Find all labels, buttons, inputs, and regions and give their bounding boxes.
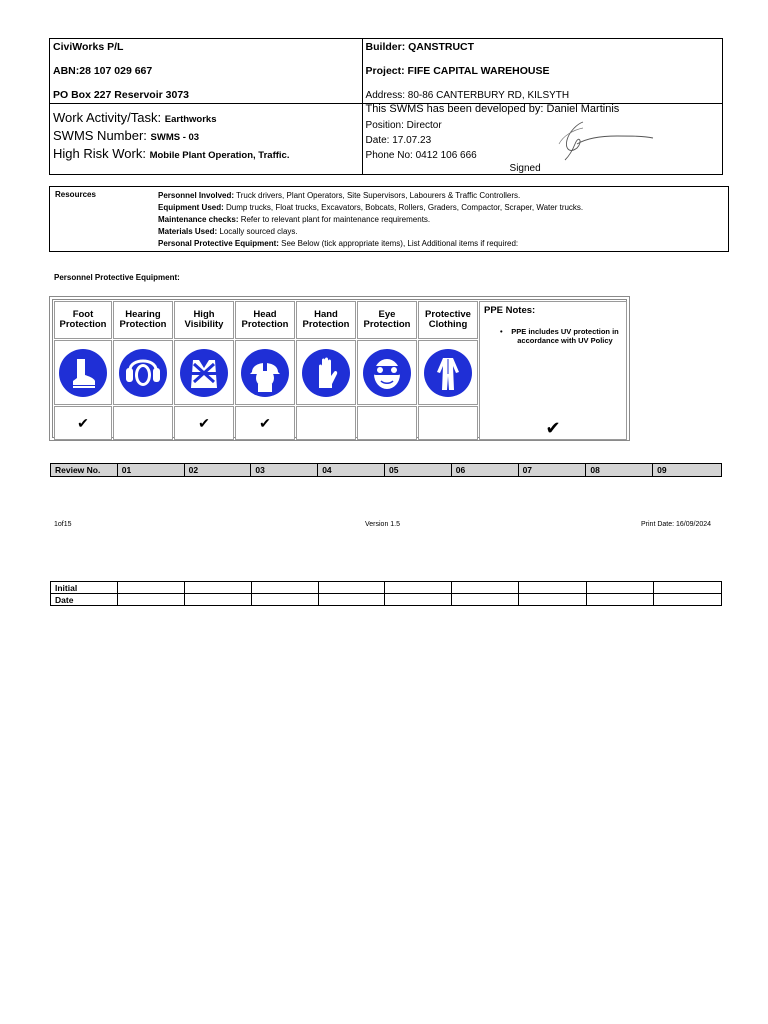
ppe-notes-tick: ✔ [545, 418, 561, 438]
review-number: 04 [318, 464, 385, 476]
initial-cell[interactable] [587, 582, 654, 594]
developer-cell [362, 104, 722, 175]
po-box: PO Box 227 Reservoir 3073 [53, 89, 189, 101]
hrw-label: High Risk Work: [53, 146, 146, 161]
review-number: 01 [118, 464, 185, 476]
ppe-label-eye: Eye Protection [357, 301, 417, 339]
ppe-tick-clothing [418, 406, 478, 440]
header-table [49, 38, 723, 175]
ppe-label-head: Head Protection [235, 301, 295, 339]
ppe-label-foot: Foot Protection [54, 301, 112, 339]
date-cell[interactable] [318, 594, 385, 606]
date-cell[interactable] [117, 594, 184, 606]
ppe-tick-foot: ✔ [54, 406, 112, 440]
overalls-icon [423, 348, 473, 398]
review-number: 07 [519, 464, 587, 476]
swms-value: SWMS - 03 [150, 132, 200, 143]
initial-cell[interactable] [318, 582, 385, 594]
signature-icon [547, 114, 657, 164]
initial-cell[interactable] [452, 582, 519, 594]
date-cell[interactable] [519, 594, 587, 606]
ppe-label-high-vis: High Visibility [174, 301, 234, 339]
project: Project: FIFE CAPITAL WAREHOUSE [365, 65, 550, 77]
date-cell[interactable] [452, 594, 519, 606]
date-label: Date [51, 594, 118, 606]
resources-line-personnel: Personnel Involved: Truck drivers, Plant Operators, Site Supervisors, Labourers & Traffic Controllers. [158, 191, 521, 200]
review-number: 02 [185, 464, 252, 476]
work-activity-label: Work Activity/Task: [53, 110, 162, 125]
initial-cell[interactable] [654, 582, 722, 594]
goggles-icon [362, 348, 412, 398]
ppe-icon-cell-hand [296, 340, 356, 405]
ppe-table [49, 296, 630, 441]
initial-row [51, 582, 722, 594]
review-number: 06 [452, 464, 519, 476]
work-activity [53, 110, 217, 125]
ppe-tick-eye [357, 406, 417, 440]
initial-cell[interactable] [519, 582, 587, 594]
initial-cell[interactable] [385, 582, 452, 594]
date-row [51, 594, 722, 606]
review-number: 05 [385, 464, 452, 476]
initial-cell[interactable] [251, 582, 318, 594]
resources-line-equipment: Equipment Used: Dump trucks, Float trucks, Excavators, Bobcats, Rollers, Graders, Compactor, Scraper, Water trucks. [158, 203, 584, 212]
footer-version: Version 1.5 [365, 521, 401, 528]
company-cell [50, 39, 363, 104]
review-number: 03 [251, 464, 318, 476]
date-cell[interactable] [587, 594, 654, 606]
work-cell [50, 104, 363, 175]
phone: Phone No: 0412 106 666 [365, 150, 477, 161]
review-number: 08 [586, 464, 653, 476]
date-cell[interactable] [251, 594, 318, 606]
ppe-label-hand: Hand Protection [296, 301, 356, 339]
hard-hat-icon [240, 348, 290, 398]
date: Date: 17.07.23 [365, 135, 432, 146]
review-number: 09 [657, 465, 667, 475]
address: Address: 80-86 CANTERBURY RD, KILSYTH [365, 90, 570, 101]
abn: ABN:28 107 029 667 [53, 65, 153, 77]
review-row [50, 463, 722, 477]
date-cell[interactable] [654, 594, 722, 606]
initial-date-table [50, 581, 722, 606]
date-cell[interactable] [184, 594, 251, 606]
company-name: CiviWorks P/L [53, 41, 124, 53]
ppe-icon-cell-foot [54, 340, 112, 405]
developed-by: This SWMS has been developed by: Daniel Martinis [365, 103, 620, 115]
initial-cell[interactable] [117, 582, 184, 594]
initial-cell[interactable] [184, 582, 251, 594]
builder: Builder: QANSTRUCT [365, 41, 475, 53]
resources-line-materials: Materials Used: Locally sourced clays. [158, 227, 298, 236]
ppe-notes-cell [479, 301, 627, 440]
footer-print-date: Print Date: 16/09/2024 [641, 521, 712, 528]
footer-page: 1of15 [54, 521, 72, 528]
ppe-notes-item: • PPE includes UV protection in accordance with UV Policy [500, 327, 619, 345]
work-activity-value: Earthworks [164, 114, 217, 125]
high-risk-work [53, 146, 289, 161]
ppe-icon-cell-head [235, 340, 295, 405]
ppe-tick-high-vis: ✔ [174, 406, 234, 440]
resources-box [49, 186, 729, 252]
glove-icon [301, 348, 351, 398]
ppe-icon-cell-clothing [418, 340, 478, 405]
resources-label: Resources [55, 190, 96, 199]
hrw-value: Mobile Plant Operation, Traffic. [149, 150, 290, 161]
date-cell[interactable] [385, 594, 452, 606]
signed-label: Signed [509, 163, 541, 174]
initial-label: Initial [51, 582, 118, 594]
resources-line-ppe: Personal Protective Equipment: See Below (tick appropriate items), List Additional items if required: [158, 239, 519, 248]
ppe-heading: Personnel Protective Equipment: [54, 273, 180, 282]
ppe-icon-cell-eye [357, 340, 417, 405]
ppe-tick-head: ✔ [235, 406, 295, 440]
swms-number [53, 128, 199, 143]
ppe-icon-cell-hearing [113, 340, 173, 405]
ppe-icon-cell-high-vis [174, 340, 234, 405]
ppe-notes-title: PPE Notes: [484, 305, 536, 316]
builder-cell [362, 39, 722, 104]
ppe-tick-hearing [113, 406, 173, 440]
resources-lines [158, 190, 583, 250]
ear-muffs-icon [118, 348, 168, 398]
swms-label: SWMS Number: [53, 128, 147, 143]
review-label: Review No. [51, 464, 118, 476]
hi-vis-vest-icon [179, 348, 229, 398]
position: Position: Director [365, 120, 442, 131]
ppe-tick-hand [296, 406, 356, 440]
boot-icon [58, 348, 108, 398]
ppe-label-hearing: Hearing Protection [113, 301, 173, 339]
ppe-label-clothing: Protective Clothing [418, 301, 478, 339]
resources-line-maintenance: Maintenance checks: Refer to relevant plant for maintenance requirements. [158, 215, 431, 224]
